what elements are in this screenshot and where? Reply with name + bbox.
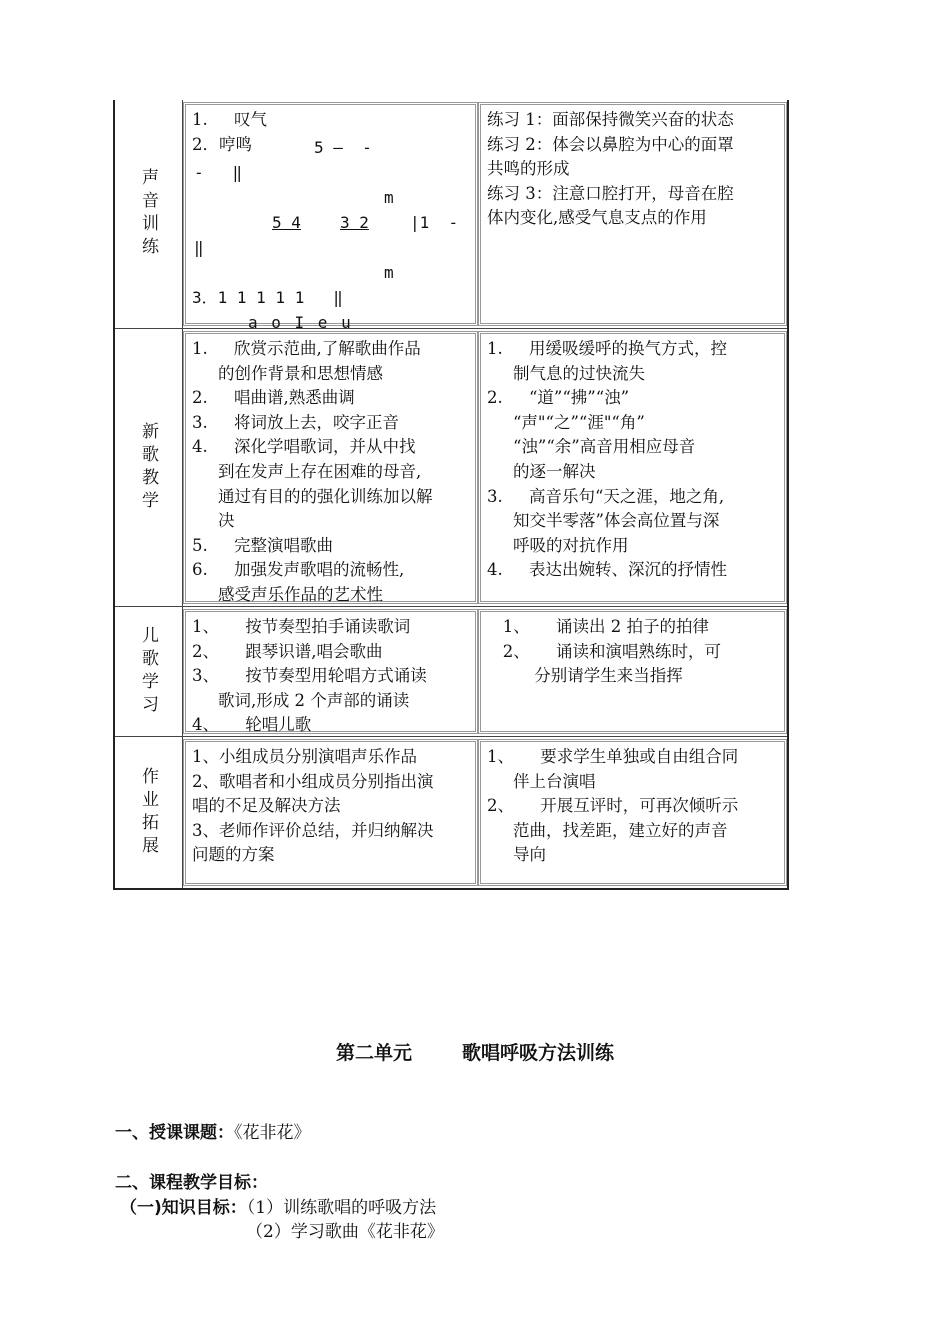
knowledge-goals: （一)知识目标：（1）训练歌唱的呼吸方法 — [120, 1198, 437, 1218]
list-item: 到在发声上存在困难的母音, — [218, 461, 422, 481]
list-item: 通过有目的的强化训练加以解 — [218, 486, 433, 506]
list-item: 2．哼鸣 — [192, 135, 252, 154]
list-item: 知交半零落”体会高位置与深 — [513, 511, 720, 531]
content-cell — [183, 331, 478, 604]
content-cell — [183, 102, 478, 332]
list-item: 范曲，找差距，建立好的声音 — [513, 820, 728, 840]
table-row — [115, 607, 787, 737]
list-item: 体内变化,感受气息支点的作用 — [487, 208, 707, 228]
notation-text: a o I e u — [248, 313, 353, 332]
music-notation — [192, 108, 469, 332]
list-item: 3、老师作评价总结，并归纳解决 — [192, 820, 434, 840]
list-item: 1、 要求学生单独或自由组合同 — [487, 747, 739, 766]
notation-text: |1 - — [410, 213, 459, 232]
list-item: 伴上台演唱 — [513, 771, 596, 791]
list-item: 的创作背景和思想情感 — [218, 363, 383, 383]
notation-text: 5 4 — [272, 213, 301, 232]
table-row — [115, 329, 787, 607]
content-cell — [478, 609, 787, 734]
knowledge-goal-item: （2）学习歌曲《花非花》 — [246, 1222, 444, 1242]
notation-text: 3 2 — [340, 213, 369, 232]
list-item: 1、 按节奏型拍手诵读歌词 — [192, 617, 411, 636]
list-item: 2、 诵读和演唱熟练时，可 — [487, 641, 721, 661]
list-item: 3、 按节奏型用轮唱方式诵读 — [192, 666, 427, 686]
list-item: 唱的不足及解决方法 — [192, 796, 341, 816]
list-item: 1、小组成员分别演唱声乐作品 — [192, 747, 417, 766]
list-item: 的逐一解决 — [513, 461, 596, 481]
table-row — [115, 737, 787, 888]
list-item: 4、 轮唱儿歌 — [192, 715, 312, 735]
list-item: 3. 将词放上去，咬字正音 — [192, 412, 399, 432]
list-item: 歌词,形成 2 个声部的诵读 — [218, 690, 410, 710]
list-item: 导向 — [513, 845, 546, 865]
notation-text: 3．1 1 1 1 1 ‖ — [192, 288, 343, 307]
list-item: 分别请学生来当指挥 — [487, 666, 683, 686]
row-label: 新歌教学 — [115, 329, 183, 606]
goals-heading: 二、课程教学目标： — [115, 1173, 268, 1193]
list-item: “声"“之”“涯"“角” — [513, 412, 645, 432]
lesson-topic: 一、授课课题：《花非花》 — [115, 1123, 311, 1143]
list-item: 2、 开展互评时，可再次倾听示 — [487, 796, 739, 816]
list-item: 决 — [218, 511, 235, 531]
list-item: 2、 跟琴识谱,唱会歌曲 — [192, 641, 383, 661]
list-item: 练习 2：体会以鼻腔为中心的面罩 — [487, 134, 734, 154]
notation-text: 5 — - — [314, 138, 372, 157]
list-item: 2. 唱曲谱,熟悉曲调 — [192, 388, 355, 408]
content-cell — [183, 739, 478, 886]
list-item: 问题的方案 — [192, 845, 275, 865]
notation-text: - ‖ — [194, 163, 243, 182]
list-item: 1. 用缓吸缓呼的换气方式，控 — [487, 339, 727, 358]
row-label: 作业拓展 — [115, 737, 183, 888]
content-cell — [478, 331, 787, 604]
list-item: 3. 高音乐句“天之涯，地之角, — [487, 486, 725, 506]
list-item: 制气息的过快流失 — [513, 363, 645, 383]
table-row — [115, 100, 787, 332]
list-item: 呼吸的对抗作用 — [513, 535, 629, 555]
notation-text: ‖ — [194, 238, 204, 257]
list-item: 1. 叹气 — [192, 110, 267, 129]
content-cell — [478, 739, 787, 886]
row-label: 儿歌学习 — [115, 607, 183, 736]
list-item: 练习 1：面部保持微笑兴奋的状态 — [487, 110, 734, 129]
list-item: 5. 完整演唱歌曲 — [192, 535, 333, 555]
list-item: “浊”“余”高音用相应母音 — [513, 437, 696, 457]
content-cell — [478, 102, 787, 326]
list-item: 1、 诵读出 2 拍子的拍律 — [487, 617, 709, 636]
list-item: 感受声乐作品的艺术性 — [218, 584, 383, 604]
notation-text: m — [384, 188, 394, 207]
list-item: 4. 深化学唱歌词，并从中找 — [192, 437, 416, 457]
list-item: 共鸣的形成 — [487, 159, 570, 179]
list-item: 6. 加强发声歌唱的流畅性, — [192, 560, 405, 580]
unit-title: 第二单元 歌唱呼吸方法训练 — [335, 1042, 615, 1064]
row-label: 声音训练 — [115, 100, 183, 328]
list-item: 2. “道”“拂”“浊” — [487, 388, 630, 408]
content-cell — [183, 609, 478, 734]
list-item: 4. 表达出婉转、深沉的抒情性 — [487, 560, 727, 580]
list-item: 练习 3：注意口腔打开，母音在腔 — [487, 183, 734, 203]
notation-text: m — [384, 263, 394, 282]
lesson-table — [113, 100, 789, 890]
list-item: 2、歌唱者和小组成员分别指出演 — [192, 771, 434, 791]
list-item: 1. 欣赏示范曲,了解歌曲作品 — [192, 339, 421, 358]
